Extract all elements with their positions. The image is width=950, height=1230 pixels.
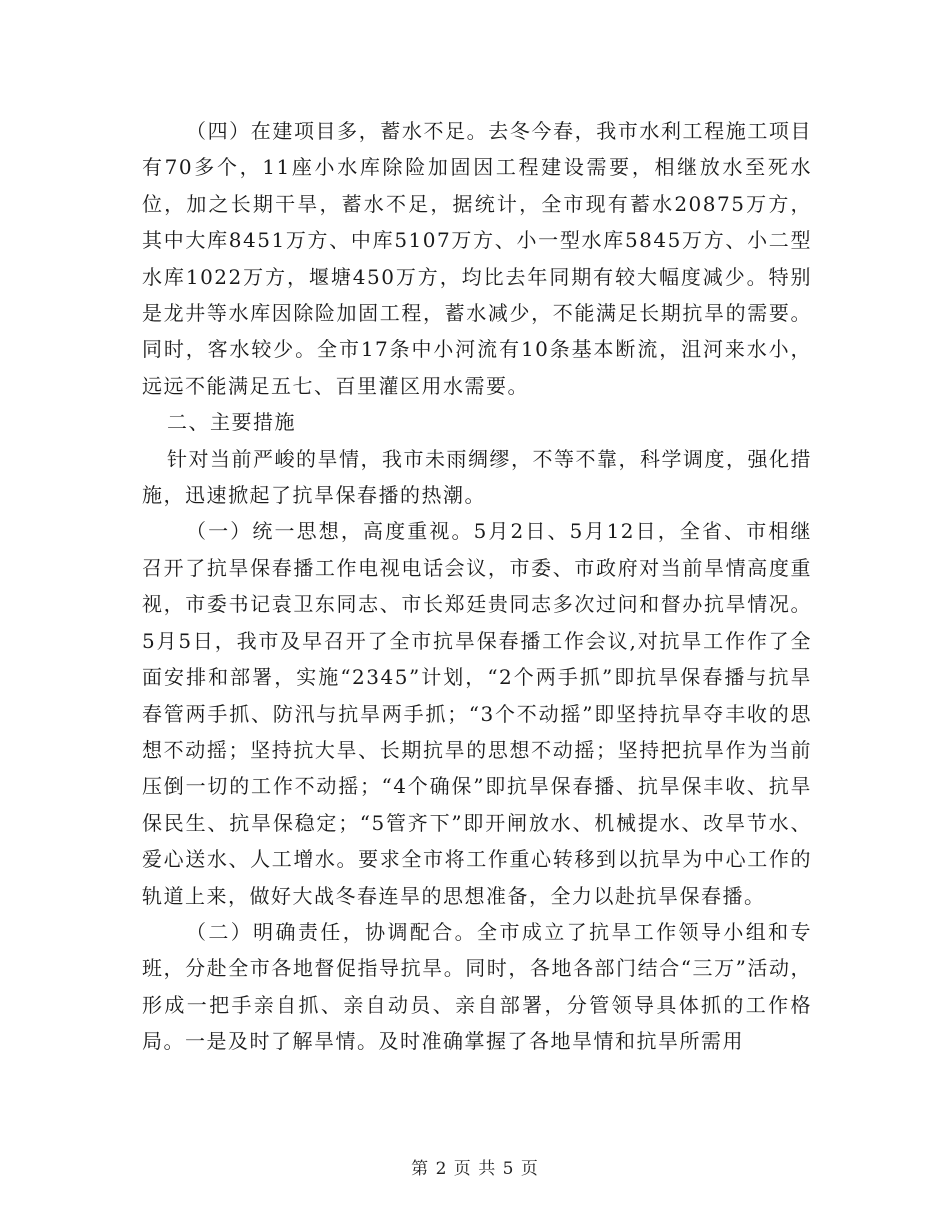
paragraph-reservoir-storage: （四）在建项目多，蓄水不足。去冬今春，我市水利工程施工项目有70多个，11座小水库除险加固因工程建设需要，相继放水至死水位，加之长期干旱，蓄水不足，据统计，全市现有蓄水20875万方，其中大库8451万方、中库5107万方、小一型水库5845万方、小二型水库1022万方，堰塘450万方，均比去年同期有较大幅度减少。特别是龙井等水库因除险加固工程，蓄水减少，不能满足长期抗旱的需要。同时，客水较少。全市17条中小河流有10条基本断流，沮河来水小，远远不能满足五七、百里灌区用水需要。 bbox=[142, 119, 812, 398]
document-body bbox=[142, 113, 812, 1060]
paragraph-clarify-responsibility: （二）明确责任，协调配合。全市成立了抗旱工作领导小组和专班，分赴全市各地督促指导抗旱。同时，各地各部门结合“三万”活动，形成一把手亲自抓、亲自动员、亲自部署，分管领导具体抓的工作格局。一是及时了解旱情。及时准确掌握了各地旱情和抗旱所需用 bbox=[142, 919, 813, 1054]
section-heading-main-measures: 二、主要措施 bbox=[167, 410, 296, 435]
page-number-footer: 第 2 页 共 5 页 bbox=[411, 1159, 539, 1179]
paragraph-unify-thinking: （一）统一思想，高度重视。5月2日、5月12日，全省、市相继召开了抗旱保春播工作电视电话会议，市委、市政府对当前旱情高度重视，市委书记袁卫东同志、市长郑廷贵同志多次过问和督办抗旱情况。5月5日，我市及早召开了全市抗旱保春播工作会议,对抗旱工作作了全面安排和部署，实施“2345”计划，“2个两手抓”即抗旱保春播与抗旱春管两手抓、防汛与抗旱两手抓；“3个不动摇”即坚持抗旱夺丰收的思想不动摇；坚持抗大旱、长期抗旱的思想不动摇；坚持把抗旱作为当前压倒一切的工作不动摇；“4个确保”即抗旱保春播、抗旱保丰收、抗旱保民生、抗旱保稳定；“5管齐下”即开闸放水、机械提水、改旱节水、爱心送水、人工增水。要求全市将工作重心转移到以抗旱为中心工作的轨道上来，做好大战冬春连旱的思想准备，全力以赴抗旱保春播。 bbox=[142, 519, 813, 908]
paragraph-measures-intro: 针对当前严峻的旱情，我市未雨绸缪，不等不靠，科学调度，强化措施，迅速掀起了抗旱保春播的热潮。 bbox=[142, 446, 812, 508]
